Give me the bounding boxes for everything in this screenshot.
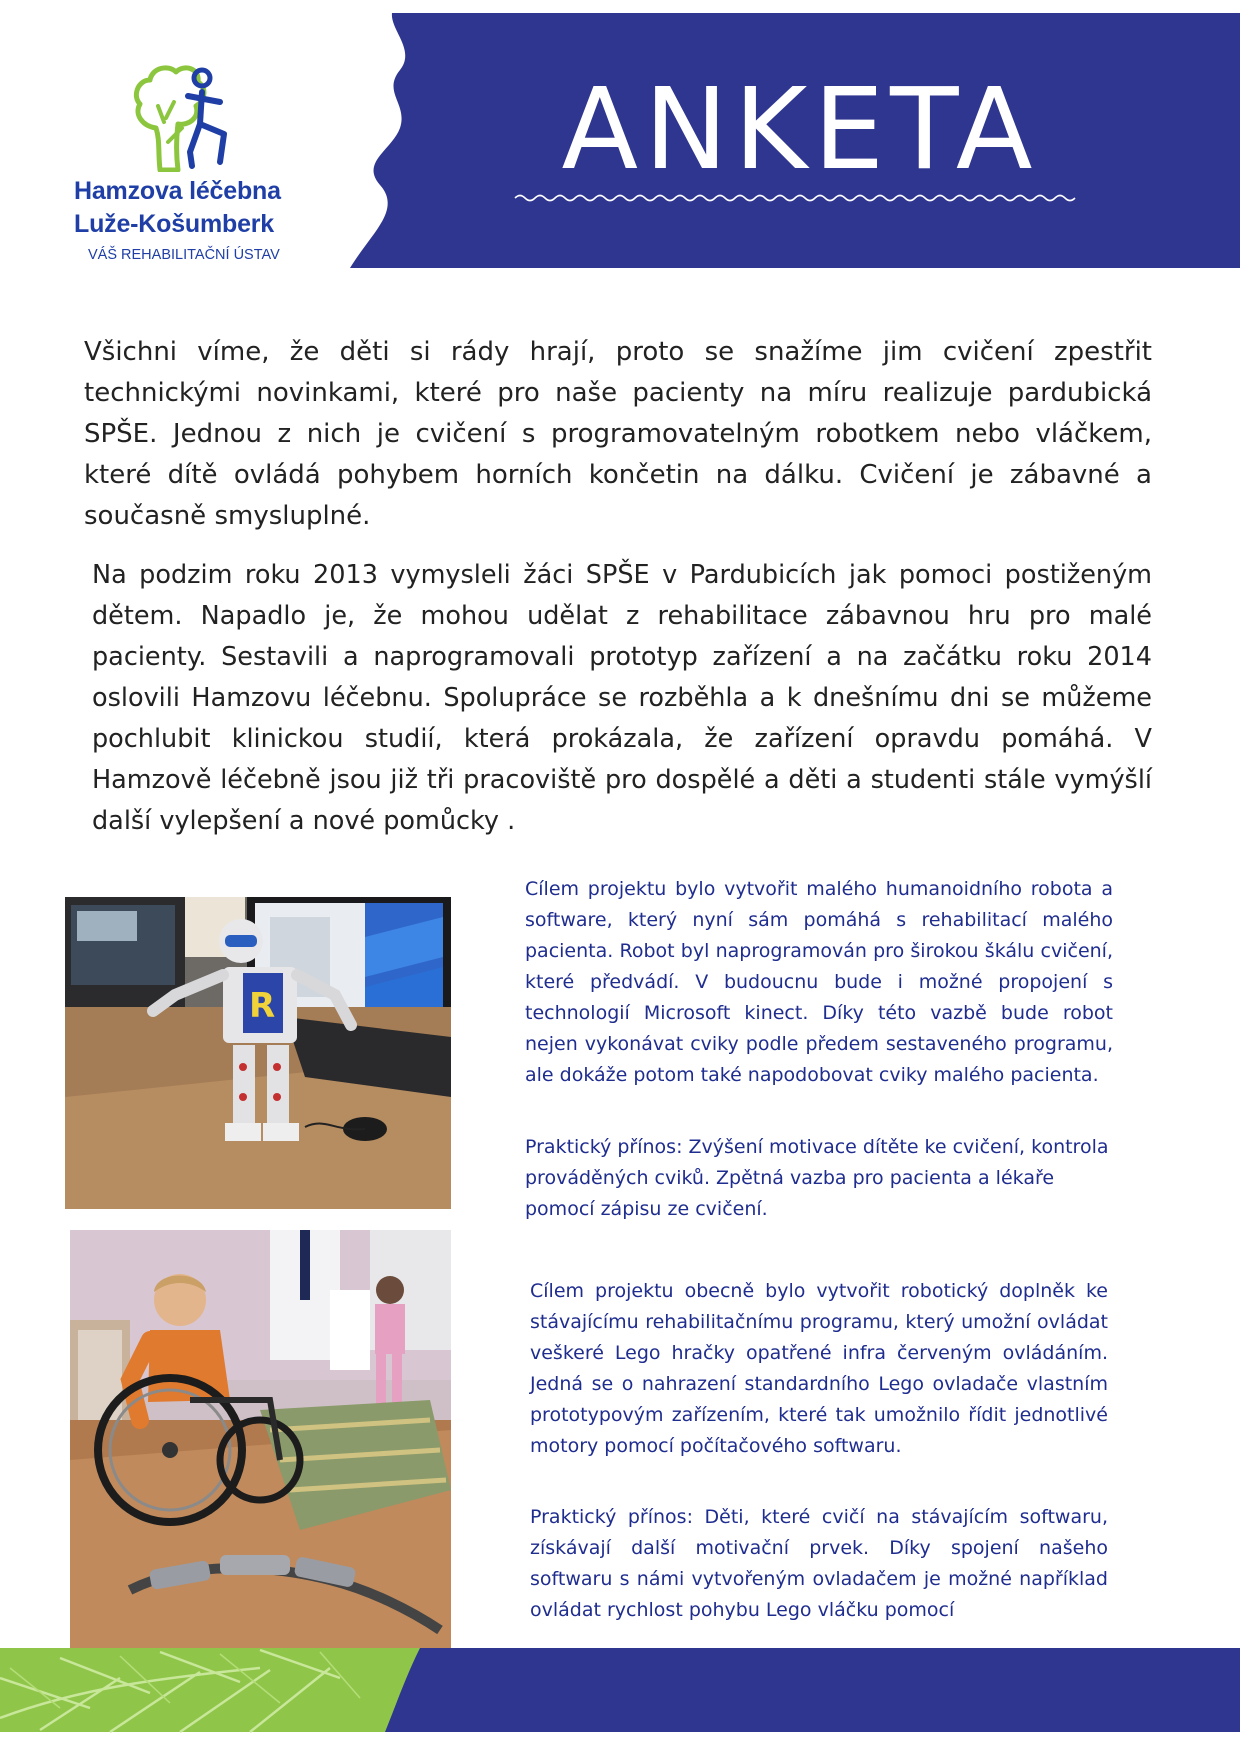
hamzova-logo [60, 62, 330, 272]
project2-benefit: Praktický přínos: Děti, které cvičí na stávajícím softwaru, získávají další motivační prvek. Díky spojení našeho softwaru s námi vytvořeným ovladačem je možné například ovládat rychlost pohybu Lego vláčku pomocí [530, 1506, 1108, 1621]
page-title: ANKETA [561, 65, 1039, 195]
project1-benefit: Praktický přínos: Zvýšení motivace dítěte ke cvičení, kontrola prováděných cviků. Zpětná vazba pro pacienta a lékaře pomocí zápisu ze cvičení. [525, 1136, 1109, 1220]
wheelchair-photo [70, 1230, 451, 1650]
project2-goal: Cílem projektu obecně bylo vytvořit robotický doplněk ke stávajícímu rehabilitačnímu programu, který umožní ovládat veškeré Lego hračky opatřené infra červeným ovládáním. Jedná se o nahrazení standardního Lego ovladače vlastním prototypovým zařízením, které tak umožnilo řídit jednotlivé motory pomocí počítačového softwaru. [530, 1280, 1108, 1457]
svg-text:R: R [249, 986, 276, 1026]
project1-goal: Cílem projektu bylo vytvořit malého humanoidního robota a software, který nyní sám pomáhá s rehabilitací malého pacienta. Robot byl naprogramován pro širokou škálu cvičení, které předvádí. V budoucnu bude i možné propojení s technologií Microsoft kinect. Díky této vazbě bude robot nejen vykonávat cviky podle předem sestaveného programu, ale dokáže potom také napodobovat cviky malého pacienta. [525, 878, 1113, 1086]
footer-band [0, 1648, 1240, 1754]
logo-tagline: VÁŠ REHABILITAČNÍ ÚSTAV [88, 247, 280, 263]
logo-name-line2: Luže-Košumberk [74, 210, 275, 238]
tree-figure-icon [130, 62, 240, 172]
intro-paragraph: Všichni víme, že děti si rády hrají, proto se snažíme jim cvičení zpestřit technickými novinkami, které pro naše pacienty na míru realizuje pardubická SPŠE. Jednou z nich je cvičení s programovatelným robotkem nebo vláčkem, které dítě ovládá pohybem horních končetin na dálku. Cvičení je zábavné a současně smysluplné. [84, 337, 1152, 531]
robot-photo [65, 897, 451, 1209]
story-paragraph: Na podzim roku 2013 vymysleli žáci SPŠE v Pardubicích jak pomoci postiženým dětem. Napadlo je, že mohou udělat z rehabilitace zábavnou hru pro malé pacienty. Sestavili a naprogramovali prototyp zařízení a na začátku roku 2014 oslovili Hamzovu léčebnu. Spolupráce se rozběhla a k dnešnímu dni se můžeme pochlubit klinickou studií, která prokázala, že zařízení opravdu pomáhá. V Hamzově léčebně jsou již tři pracoviště pro dospělé a děti a studenti stále vymýšlí další vylepšení a nové pomůcky . [92, 560, 1152, 836]
logo-name-line1: Hamzova léčebna [74, 177, 281, 205]
